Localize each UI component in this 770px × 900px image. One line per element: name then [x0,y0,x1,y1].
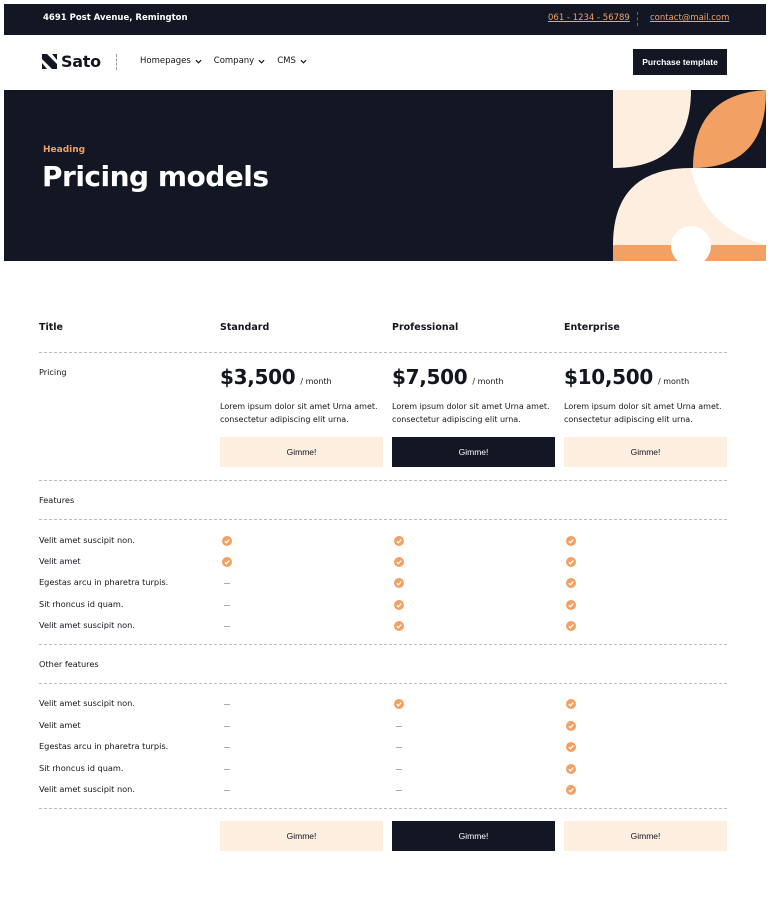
gimme-button-standard-bottom[interactable]: Gimme! [220,821,383,851]
check-icon [566,699,576,709]
check-icon [566,742,576,752]
nav-item-company[interactable] [214,56,265,66]
price-period: / month [472,377,504,386]
top-bar [4,4,766,35]
not-included-dash-icon [224,790,230,791]
divider [116,54,117,70]
check-icon [222,536,232,546]
feature-row-label: Velit amet suscipit non. [39,620,135,630]
title-column-header: Title [39,322,63,333]
price-amount: $3,500 [220,365,296,389]
chevron-down-icon [258,58,265,65]
plan-description-standard: Lorem ipsum dolor sit amet Urna amet. consectetur adipiscing elit urna. [220,402,378,424]
price-professional [392,365,504,389]
plan-header-standard: Standard [220,322,270,333]
plan-description-professional: Lorem ipsum dolor sit amet Urna amet. consectetur adipiscing elit urna. [392,402,550,424]
not-included-dash-icon [224,605,230,606]
nav-item-cms[interactable] [277,56,307,66]
divider [39,644,727,645]
gimme-button-standard[interactable]: Gimme! [220,437,383,467]
check-icon [394,536,404,546]
check-icon [394,557,404,567]
feature-row-label: Velit amet [39,720,81,730]
plan-header-enterprise: Enterprise [564,322,620,333]
feature-row-label: Egestas arcu in pharetra turpis. [39,577,169,587]
chevron-down-icon [300,58,307,65]
chevron-down-icon [195,58,202,65]
feature-row-label: Velit amet suscipit non. [39,698,135,708]
check-icon [566,764,576,774]
price-period: / month [300,377,332,386]
not-included-dash-icon [224,583,230,584]
not-included-dash-icon [396,726,402,727]
feature-row-label: Sit rhoncus id quam. [39,599,124,609]
not-included-dash-icon [224,726,230,727]
not-included-dash-icon [224,747,230,748]
check-icon [566,557,576,567]
divider [39,519,727,520]
check-icon [222,557,232,567]
hero-kicker: Heading [43,145,86,155]
feature-row-label: Egestas arcu in pharetra turpis. [39,741,169,751]
check-icon [566,785,576,795]
gimme-button-enterprise[interactable]: Gimme! [564,437,727,467]
nav-menu [140,56,307,66]
divider [39,480,727,481]
gimme-button-professional[interactable]: Gimme! [392,437,555,467]
gimme-button-enterprise-bottom[interactable]: Gimme! [564,821,727,851]
logo-text: Sato [61,52,101,71]
decorative-shapes [613,90,766,261]
nav-item-label: CMS [277,56,296,66]
nav-item-homepages[interactable] [140,56,202,66]
check-icon [566,600,576,610]
hero-banner [4,90,766,261]
check-icon [566,578,576,588]
not-included-dash-icon [396,790,402,791]
section-title-features: Features [39,495,75,505]
check-icon [566,621,576,631]
purchase-template-button[interactable]: Purchase template [633,49,727,75]
check-icon [394,600,404,610]
not-included-dash-icon [396,747,402,748]
pricing-row-label: Pricing [39,367,67,377]
section-title-other-features: Other features [39,659,99,669]
divider [39,352,727,353]
divider [637,12,638,26]
divider [39,808,727,809]
email-link[interactable]: contact@mail.com [650,13,730,23]
not-included-dash-icon [224,769,230,770]
price-amount: $7,500 [392,365,468,389]
not-included-dash-icon [224,626,230,627]
check-icon [394,699,404,709]
logo-mark-icon [42,54,57,69]
nav-item-label: Company [213,56,255,66]
check-icon [566,536,576,546]
nav-item-label: Homepages [140,56,191,66]
phone-link[interactable]: 061 - 1234 - 56789 [548,13,630,23]
check-icon [394,621,404,631]
page-title: Pricing models [42,160,269,193]
price-enterprise [564,365,689,389]
not-included-dash-icon [224,704,230,705]
price-period: / month [658,377,690,386]
address-text: 4691 Post Avenue, Remington [43,13,188,23]
price-standard [220,365,332,389]
not-included-dash-icon [396,769,402,770]
check-icon [394,578,404,588]
price-amount: $10,500 [564,365,653,389]
check-icon [566,721,576,731]
plan-header-professional: Professional [392,322,459,333]
feature-row-label: Velit amet suscipit non. [39,535,135,545]
feature-row-label: Velit amet [39,556,81,566]
divider [39,683,727,684]
feature-row-label: Velit amet suscipit non. [39,784,135,794]
plan-description-enterprise: Lorem ipsum dolor sit amet Urna amet. consectetur adipiscing elit urna. [564,402,722,424]
logo[interactable] [42,52,101,71]
gimme-button-professional-bottom[interactable]: Gimme! [392,821,555,851]
main-nav [4,35,766,90]
feature-row-label: Sit rhoncus id quam. [39,763,124,773]
